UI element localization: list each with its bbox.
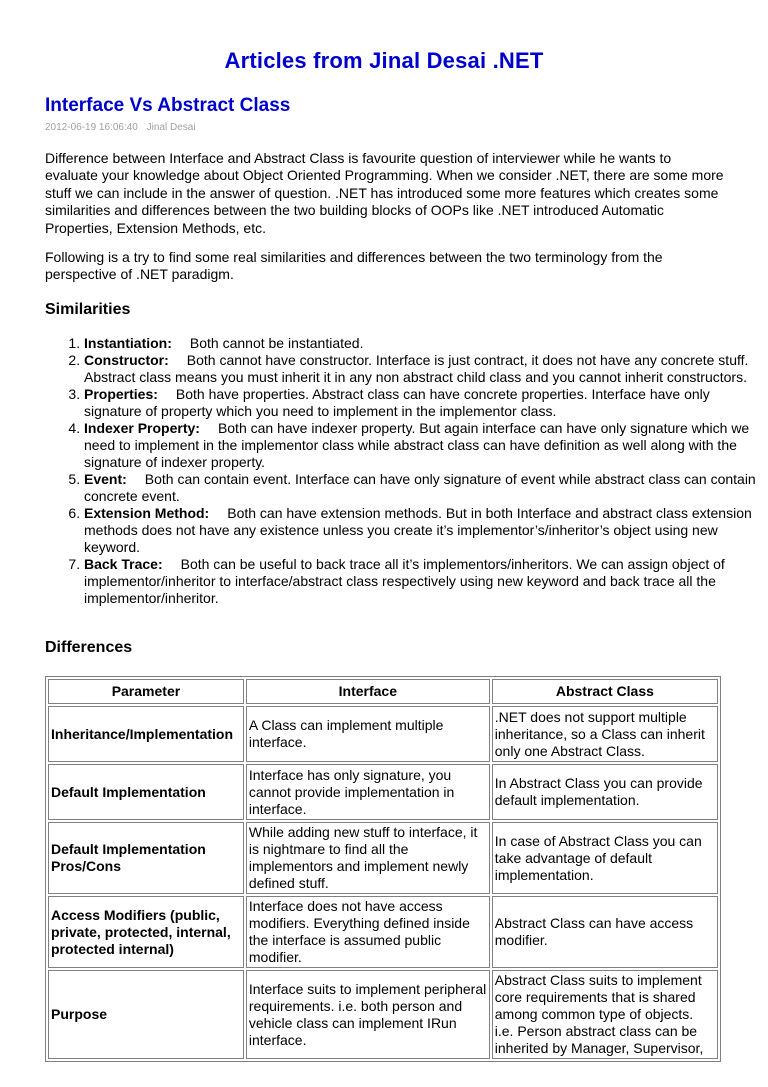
cell-parameter: Access Modifiers (public, private, protected, internal, protected internal) <box>48 896 244 968</box>
article-author: Jinal Desai <box>146 122 196 133</box>
cell-parameter: Default Implementation <box>48 764 244 820</box>
differences-table <box>45 676 721 1062</box>
cell-abstract-class: Abstract Class suits to implement core requirements that is shared among common type of objects. i.e. Person abstract class can be inherited by Manager, Supervisor, <box>492 970 718 1059</box>
list-item <box>84 505 764 556</box>
similarities-heading: Similarities <box>45 301 131 318</box>
list-item-term: Instantiation: <box>84 335 172 351</box>
cell-interface: Interface has only signature, you cannot provide implementation in interface. <box>246 764 490 820</box>
cell-interface: Interface does not have access modifiers. Everything defined inside the interface is assumed public modifier. <box>246 896 490 968</box>
cell-abstract-class: .NET does not support multiple inheritance, so a Class can inherit only one Abstract Class. <box>492 706 718 762</box>
article-date: 2012-06-19 16:06:40 <box>45 122 138 133</box>
cell-interface: While adding new stuff to interface, it is nightmare to find all the implementors and implement newly defined stuff. <box>246 822 490 894</box>
list-item <box>84 335 764 352</box>
list-item-term: Extension Method: <box>84 505 210 521</box>
table-header-row <box>48 679 718 704</box>
table-row <box>48 896 718 968</box>
list-item-text: Both can have indexer property. But again interface can have only signature which we need to implement in the implementor class while abstract class can have definition as well along with the signature of indexer property. <box>84 420 750 470</box>
list-item <box>84 352 764 386</box>
list-item-term: Constructor: <box>84 352 169 368</box>
intro-paragraph-2: Following is a try to find some real similarities and differences between the two terminology from the perspective of .NET paradigm. <box>45 249 663 283</box>
list-item-term: Indexer Property: <box>84 420 200 436</box>
cell-interface: A Class can implement multiple interface. <box>246 706 490 762</box>
list-item <box>84 420 764 471</box>
table-row <box>48 822 718 894</box>
cell-parameter: Purpose <box>48 970 244 1059</box>
cell-abstract-class: Abstract Class can have access modifier. <box>492 896 718 968</box>
cell-parameter: Default Implementation Pros/Cons <box>48 822 244 894</box>
cell-interface: Interface suits to implement peripheral requirements. i.e. both person and vehicle class can implement IRun interface. <box>246 970 490 1059</box>
column-header-interface: Interface <box>246 679 490 704</box>
article-meta <box>45 122 202 133</box>
list-item <box>84 386 764 420</box>
list-item-text: Both cannot be instantiated. <box>189 335 364 351</box>
column-header-abstract-class: Abstract Class <box>492 679 718 704</box>
list-item <box>84 556 764 607</box>
site-title: Articles from Jinal Desai .NET <box>224 48 544 73</box>
cell-abstract-class: In case of Abstract Class you can take advantage of default implementation. <box>492 822 718 894</box>
list-item-text: Both can contain event. Interface can have only signature of event while abstract class can contain concrete event. <box>84 471 756 504</box>
list-item-text: Both can have extension methods. But in both Interface and abstract class extension methods does not have any existence unless you create it’s implementor’s/inheritor’s object using new keyword. <box>84 505 752 555</box>
list-item-text: Both can be useful to back trace all it’s implementors/inheritors. We can assign object of implementor/inheritor to interface/abstract class respectively using new keyword and back trace all the implementor/inheritor. <box>84 556 725 606</box>
article-title[interactable]: Interface Vs Abstract Class <box>45 95 291 116</box>
table-row <box>48 706 718 762</box>
table-row <box>48 970 718 1059</box>
table-row <box>48 764 718 820</box>
list-item-text: Both cannot have constructor. Interface is just contract, it does not have any concrete stuff. Abstract class means you must inherit it in any non abstract child class and you cannot inherit constructors. <box>84 352 749 385</box>
cell-abstract-class: In Abstract Class you can provide default implementation. <box>492 764 718 820</box>
list-item-term: Back Trace: <box>84 556 163 572</box>
intro-paragraph: Difference between Interface and Abstract Class is favourite question of interviewer while he wants to evaluate your knowledge about Object Oriented Programming. When we consider .NET, there are some more stuff we can include in the answer of question. .NET has introduced some more features which creates some similarities and differences between the two building blocks of OOPs like .NET introduced Automatic Properties, Extension Methods, etc. <box>45 150 724 236</box>
list-item-text: Both have properties. Abstract class can have concrete properties. Interface have only signature of property which you need to implement in the implementor class. <box>84 386 710 419</box>
list-item-term: Event: <box>84 471 127 487</box>
differences-table-wrap <box>45 676 721 1087</box>
differences-heading: Differences <box>45 639 133 656</box>
column-header-parameter: Parameter <box>48 679 244 704</box>
list-item <box>84 471 764 505</box>
list-item-term: Properties: <box>84 386 158 402</box>
similarities-list <box>45 335 764 607</box>
cell-parameter: Inheritance/Implementation <box>48 706 244 762</box>
